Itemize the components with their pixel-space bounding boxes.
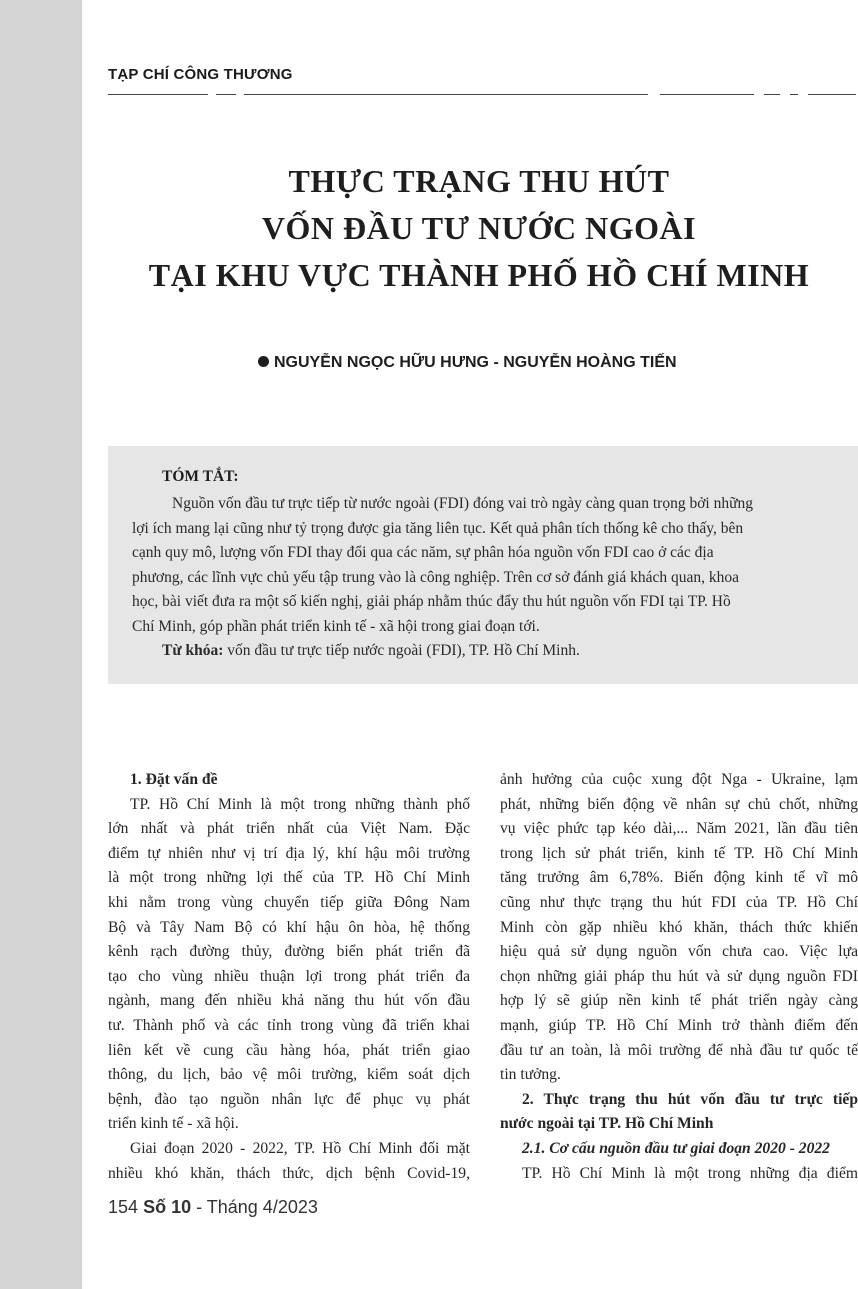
body-line: tin tưởng. [500,1066,561,1084]
bullet-icon [258,356,269,367]
abstract-heading: TÓM TẮT: [162,468,239,485]
section-heading: nước ngoài tại TP. Hồ Chí Minh [500,1115,714,1133]
body-line: tạo cho vùng nhiều thuận lợi trong phát triển đa [108,967,470,985]
body-line: nhiều khó khăn, thách thức, dịch bệnh Covid-19, [108,1164,470,1182]
section-heading: 2. Thực trạng thu hút vốn đầu tư trực tiếp [522,1090,858,1108]
keywords-text: vốn đầu tư trực tiếp nước ngoài (FDI), TP. Hồ Chí Minh. [223,642,580,659]
body-line: bệnh, đào tạo nguồn nhân lực để phục vụ phát [108,1090,470,1108]
header-rule [660,94,754,95]
issue-date: - Tháng 4/2023 [191,1197,318,1217]
body-line: TP. Hồ Chí Minh là một trong những thành phố [130,795,470,813]
body-line: khi nằm trong vùng chuyển tiếp giữa Đông Nam [108,893,470,911]
body-line: ảnh hưởng của cuộc xung đột Nga - Ukraine, lạm [500,771,858,788]
right-column [500,768,858,1186]
abstract-body [132,492,858,664]
body-line: chọn những giải pháp thu hút và sử dụng nguồn FDI [500,967,858,985]
author-names: NGUYỄN NGỌC HỮU HƯNG - NGUYỄN HOÀNG TIẾN [274,354,677,371]
abstract-line: học, bài viết đưa ra một số kiến nghị, giải pháp nhằm thúc đẩy thu hút nguồn vốn FDI tại TP. Hồ [132,593,731,610]
body-line: trong lịch sử phát triển, kinh tế TP. Hồ Chí Minh [500,844,858,862]
body-line: hiệu quả sử dụng nguồn vốn chưa cao. Việc lựa [500,943,858,961]
section-heading: 1. Đặt vấn đề [130,771,218,788]
keywords [132,639,858,664]
body-line: TP. Hồ Chí Minh là một trong những địa điểm [522,1164,858,1182]
abstract-line: lợi ích mang lại cũng như tỷ trọng được gia tăng liên tục. Kết quả phân tích thống kê cho thấy, bên [132,519,744,537]
body-line: vụ việc phức tạp kéo dài,... Năm 2021, lần đầu tiên [500,820,858,838]
page-gutter [0,0,82,1289]
title-line: VỐN ĐẦU TƯ NƯỚC NGOÀI [261,210,697,246]
body-line: liên kết về cung cầu hàng hóa, phát triển giao [108,1041,470,1059]
abstract-line: phương, các lĩnh vực chủ yếu tập trung vào là công nghiệp. Trên cơ sở đánh giá khách quan, khoa [132,568,739,586]
page-footer [108,1197,318,1218]
body-line: ngành, mang đến nhiều khả năng thu hút vốn đầu [108,992,470,1010]
body-line: thông, du lịch, bảo vệ môi trường, kiểm soát dịch [108,1066,470,1084]
keywords-label: Từ khóa: [162,642,224,659]
header-rule [108,94,208,95]
header-rule [216,94,236,95]
header-rule [808,94,856,95]
body-line: là một trong những lợi thế của TP. Hồ Chí Minh [108,869,470,887]
body-line: lớn nhất và phát triển nhất của Việt Nam. Đặc [108,820,470,838]
header-rule [244,94,648,95]
page-number: 154 [108,1197,139,1217]
body-line: triển kinh tế - xã hội. [108,1115,239,1133]
issue-number: Số 10 [143,1197,192,1217]
body-line: điểm tự nhiên như vị trí địa lý, khí hậu môi trường [108,844,470,862]
abstract-line: cạnh quy mô, lượng vốn FDI thay đổi qua các năm, sự phân hóa nguồn vốn FDI cao ở các địa [132,544,714,561]
body-line: Minh còn gặp nhiều khó khăn, thách thức khiến [500,918,858,936]
body-line: mạnh, giúp TP. Hồ Chí Minh trở thành điểm đến [500,1016,858,1034]
body-line: cũng như thực trạng thu hút FDI của TP. Hồ Chí [500,893,858,911]
authors [258,354,677,372]
body-line: kênh rạch đường thủy, đường biển phát triển đã [108,943,470,961]
body-line: Bộ và Tây Nam Bộ có khí hậu ôn hòa, hệ thống [108,918,470,936]
body-line: tăng trưởng âm 6,78%. Biến động kinh tế vĩ mô [500,869,858,887]
body-line: đầu tư an toàn, là môi trường để nhà đầu tư quốc tế [500,1041,858,1059]
body-line: phát, những biến động về nhân sự chủ chốt, những [500,795,858,813]
abstract-line: Chí Minh, góp phần phát triển kinh tế - xã hội trong giai đoạn tới. [132,617,540,635]
body-line: Giai đoạn 2020 - 2022, TP. Hồ Chí Minh đối mặt [130,1139,470,1157]
body-line: tư. Thành phố và các tỉnh trong vùng đã triển khai [108,1016,470,1034]
title-line: THỰC TRẠNG THU HÚT [288,163,670,199]
abstract-line: Nguồn vốn đầu tư trực tiếp từ nước ngoài (FDI) đóng vai trò ngày càng quan trọng bởi những [172,495,753,512]
body-line: hợp lý sẽ giúp nền kinh tế phát triển ngày càng [500,992,858,1010]
title-line: TẠI KHU VỰC THÀNH PHỐ HỒ CHÍ MINH [148,257,810,293]
left-column [108,768,470,1186]
subsection-heading: 2.1. Cơ cấu nguồn đầu tư giai đoạn 2020 - 2022 [522,1139,830,1157]
header-rule [790,94,798,95]
journal-name: TẠP CHÍ CÔNG THƯƠNG [108,66,293,83]
article-title [100,158,858,299]
header-rule [764,94,780,95]
